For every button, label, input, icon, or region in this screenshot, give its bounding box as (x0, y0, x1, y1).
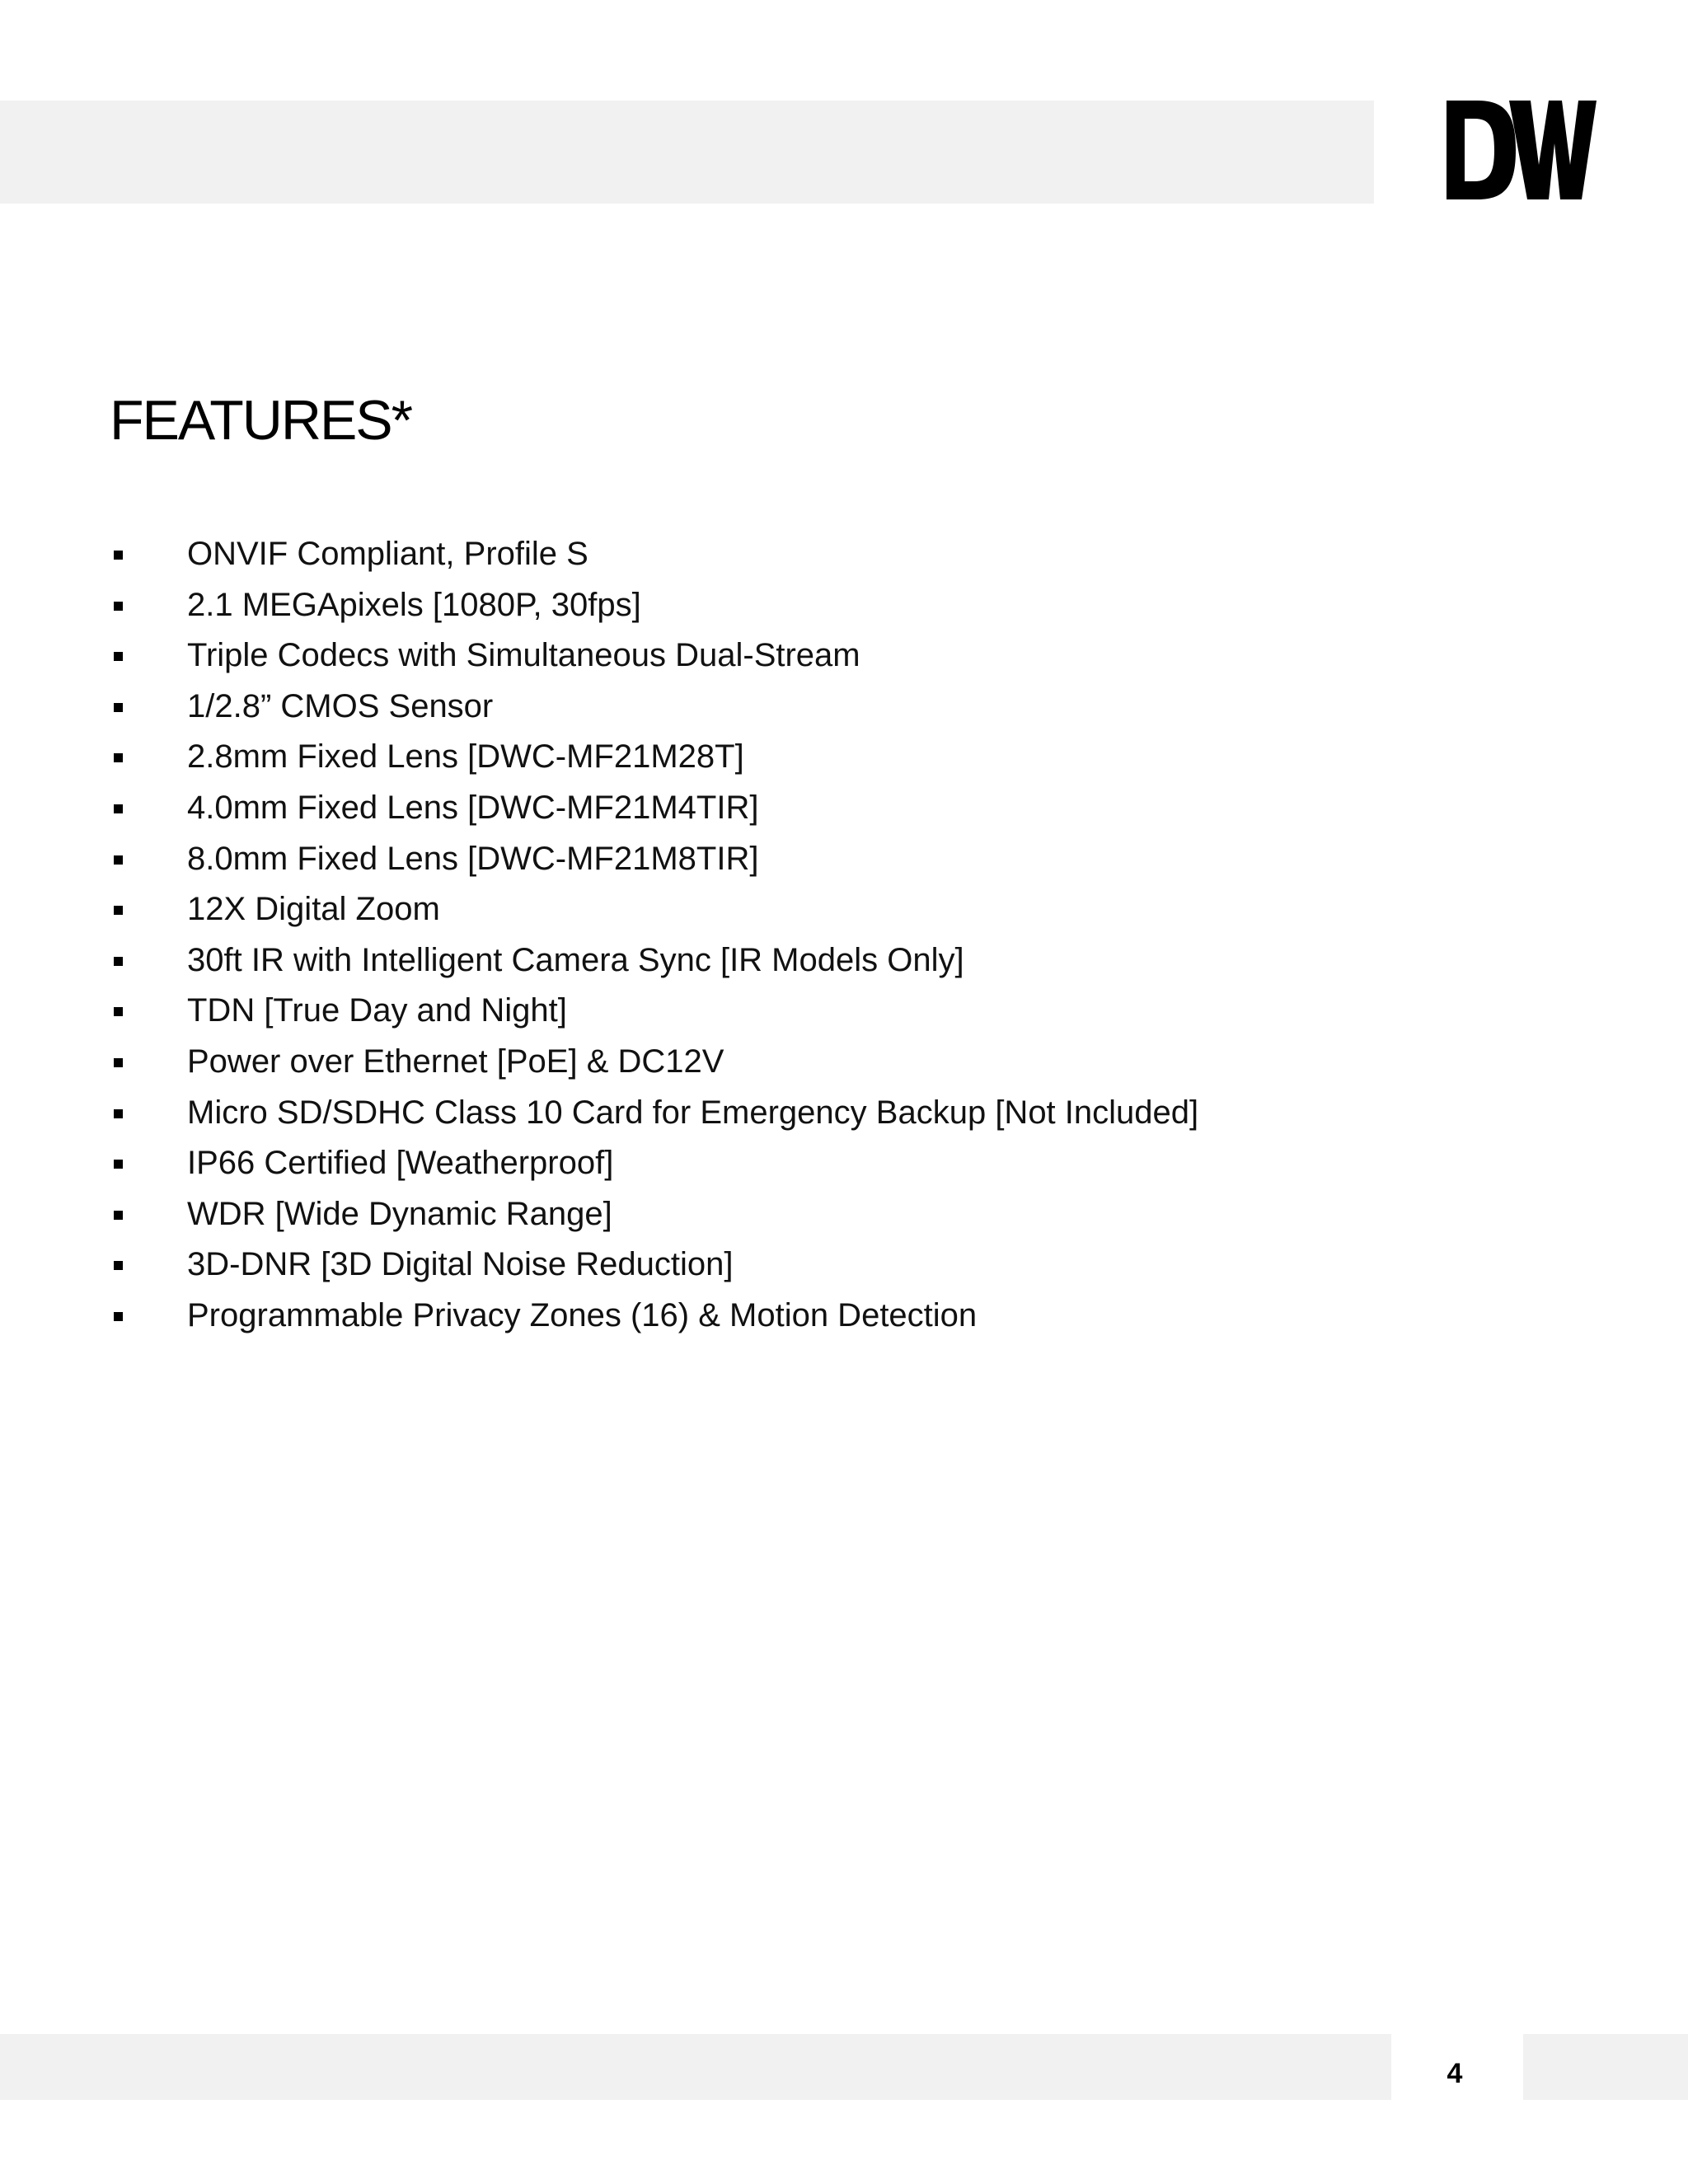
feature-text: TDN [True Day and Night] (187, 992, 567, 1029)
feature-text: 30ft IR with Intelligent Camera Sync [IR Models Only] (187, 941, 964, 978)
feature-text: 2.1 MEGApixels [1080P, 30fps] (187, 586, 641, 623)
bullet-icon (114, 1261, 123, 1270)
bullet-icon (114, 1312, 123, 1321)
feature-text: Power over Ethernet [PoE] & DC12V (187, 1043, 724, 1080)
bullet-icon (114, 551, 123, 560)
bullet-icon (114, 1160, 123, 1169)
feature-text: Programmable Privacy Zones (16) & Motion Detection (187, 1296, 978, 1333)
feature-text: 12X Digital Zoom (187, 891, 440, 928)
bullet-icon (114, 753, 123, 762)
feature-text: Micro SD/SDHC Class 10 Card for Emergency Backup [Not Included] (187, 1094, 1199, 1131)
feature-text: 1/2.8” CMOS Sensor (187, 687, 494, 724)
footer-band-right (1523, 2034, 1688, 2100)
feature-text: 2.8mm Fixed Lens [DWC-MF21M28T] (187, 738, 744, 776)
bullet-icon (114, 1109, 123, 1118)
bullet-icon (114, 855, 123, 865)
feature-text: WDR [Wide Dynamic Range] (187, 1195, 612, 1232)
page-number: 4 (1447, 2058, 1463, 2089)
feature-text: Triple Codecs with Simultaneous Dual-Stream (187, 637, 860, 674)
dw-logo (1447, 101, 1597, 199)
bullet-icon (114, 1007, 123, 1016)
bullet-icon (114, 1211, 123, 1220)
bullet-icon (114, 602, 123, 611)
bullet-icon (114, 957, 123, 966)
feature-text: 3D-DNR [3D Digital Noise Reduction] (187, 1246, 734, 1283)
bullet-icon (114, 703, 123, 712)
page-title: FEATURES* (110, 389, 412, 452)
feature-text: 4.0mm Fixed Lens [DWC-MF21M4TIR] (187, 789, 759, 826)
bullet-icon (114, 1058, 123, 1067)
bullet-icon (114, 652, 123, 661)
header-band (0, 101, 1374, 204)
bullet-icon (114, 906, 123, 915)
footer-band (0, 2034, 1391, 2100)
feature-text: IP66 Certified [Weatherproof] (187, 1145, 614, 1182)
bullet-icon (114, 804, 123, 813)
feature-text: ONVIF Compliant, Profile S (187, 536, 588, 572)
feature-text: 8.0mm Fixed Lens [DWC-MF21M8TIR] (187, 840, 759, 877)
